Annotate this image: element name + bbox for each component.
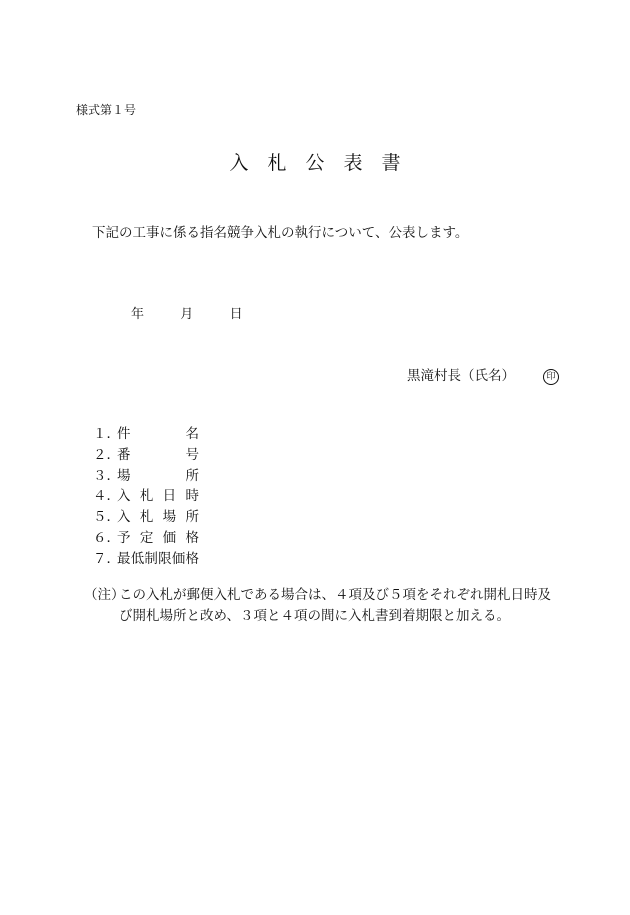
date-year-label: 年 — [131, 307, 145, 322]
form-number: 様式第１号 — [76, 103, 137, 117]
note-marker: （注） — [84, 587, 125, 603]
issuer-name: 黒滝村長（氏名） — [407, 368, 515, 384]
item-number: ３． — [93, 467, 120, 484]
item-number: ４． — [93, 488, 120, 505]
note-block — [84, 585, 551, 627]
item-label: 番 号 — [117, 446, 199, 463]
item-label: 最 低 制 限 価 格 — [117, 550, 199, 567]
item-label: 予 定 価 格 — [117, 529, 199, 546]
intro-text: 下記の工事に係る指名競争入札の執行について、公表します。 — [92, 225, 469, 241]
note-line-1: この入札が郵便入札である場合は、４項及び５項をそれぞれ開札日時及 — [119, 587, 551, 603]
item-label: 場 所 — [117, 467, 199, 484]
item-label: 入 札 日 時 — [117, 488, 199, 505]
document-title: 入 札 公 表 書 — [229, 152, 401, 174]
date-day-label: 日 — [229, 307, 243, 322]
issuer-line — [407, 364, 559, 385]
list-item — [93, 528, 199, 549]
item-label: 入 札 場 所 — [117, 509, 199, 526]
note-line-2: び開札場所と改め、３項と４項の間に入札書到着期限と加える。 — [119, 608, 510, 624]
note-row — [84, 585, 551, 606]
list-item — [93, 549, 199, 570]
item-number: １． — [93, 426, 120, 442]
item-number: ７． — [93, 550, 120, 567]
date-line — [131, 303, 243, 322]
list-item — [93, 424, 199, 445]
seal-mark: 印 — [543, 369, 559, 385]
item-list — [93, 424, 199, 570]
list-item — [93, 445, 199, 466]
date-month-label: 月 — [180, 307, 194, 322]
list-item — [93, 466, 199, 487]
item-number: ５． — [93, 509, 120, 526]
item-number: ２． — [93, 446, 120, 463]
item-number: ６． — [93, 529, 120, 546]
list-item — [93, 486, 199, 507]
list-item — [93, 507, 199, 528]
item-label: 件 名 — [117, 426, 199, 442]
